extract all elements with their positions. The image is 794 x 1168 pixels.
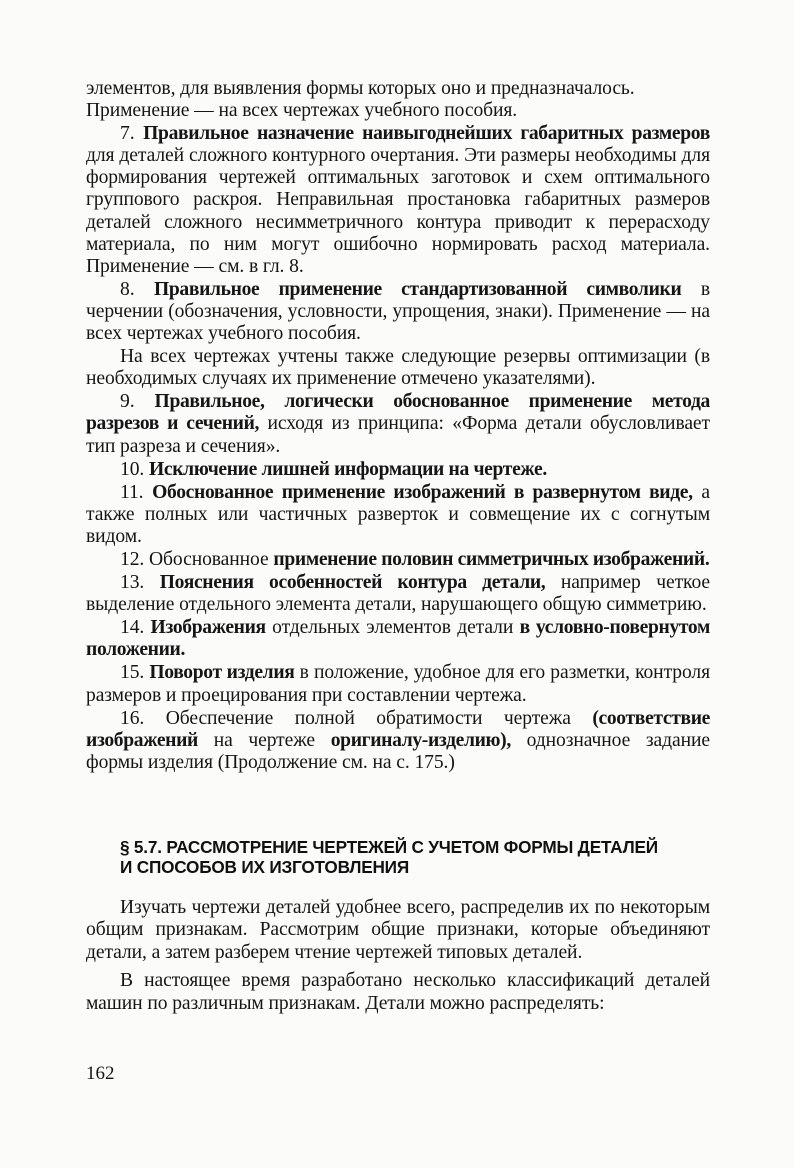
list-item-8 bbox=[86, 279, 710, 345]
list-item-15 bbox=[86, 662, 710, 706]
section-body bbox=[86, 897, 710, 1015]
item-10-bold: Исключение лишней информации на чертеже. bbox=[149, 458, 547, 480]
item-14-text: отдельных элементов детали bbox=[265, 617, 520, 639]
item-15-bold: Поворот изделия bbox=[149, 662, 295, 684]
item-11-number: 11. bbox=[120, 481, 153, 503]
item-16-bold-1: (соответствие изображений bbox=[86, 707, 710, 751]
item-10-number: 10. bbox=[120, 458, 149, 480]
page-number: 162 bbox=[86, 1063, 115, 1084]
item-9-text: исходя из принципа: «Форма детали обусловливает тип разреза и сечения». bbox=[86, 413, 710, 457]
reserves-paragraph: На всех чертежах учтены также следующие резервы оптимизации (в необходимых случаях их применение отмечено указателями). bbox=[86, 346, 710, 390]
numbered-list-section bbox=[86, 78, 710, 774]
item-7-bold: Правильное назначение наивыгоднейших габаритных размеров bbox=[143, 123, 711, 145]
item-14-bold-2: в условно-повернутом положении. bbox=[86, 617, 710, 661]
item-15-number: 15. bbox=[120, 662, 150, 684]
section-heading-line-1: § 5.7. РАССМОТРЕНИЕ ЧЕРТЕЖЕЙ С УЧЕТОМ ФОРМЫ ДЕТАЛЕЙ bbox=[120, 837, 658, 857]
item-9-number: 9. bbox=[120, 391, 155, 413]
item-8-bold: Правильное применение стандартизованной символики bbox=[153, 278, 682, 300]
list-item-16 bbox=[86, 708, 710, 774]
item-9-bold: Правильное, логически обоснованное применение метода разрезов и сечений, bbox=[86, 391, 711, 435]
item-14-number: 14. bbox=[120, 617, 151, 639]
item-7-text: для деталей сложного контурного очертания. Эти размеры необходимы для формирования чертежей оптимальных заготовок и схем оптимального группового раскроя. Неправильная простановка габаритных размеров деталей сложного несимметричного контура приводит к перерасходу материала, по ним могут ошибочно нормировать расход материала. Применение — см. в гл. 8. bbox=[86, 145, 710, 277]
item-13-number: 13. bbox=[120, 572, 160, 594]
classification-paragraph: В настоящее время разработано несколько классификаций деталей машин по различным признакам. Детали можно распределять: bbox=[86, 970, 710, 1014]
item-12-number: 12. bbox=[120, 548, 149, 570]
item-15-text: в положение, удобное для его разметки, контроля размеров и проецирования при составлении чертежа. bbox=[86, 662, 710, 706]
list-item-12 bbox=[86, 549, 710, 571]
list-item-14 bbox=[86, 617, 710, 661]
item-11-bold: Обоснованное применение изображений в развернутом виде, bbox=[152, 481, 693, 503]
item-12-text: Обоснованное bbox=[149, 548, 274, 570]
item-8-number: 8. bbox=[120, 278, 154, 300]
item-14-bold-1: Изображения bbox=[150, 617, 266, 639]
item-16-bold-2: оригиналу-изделию), bbox=[330, 729, 511, 751]
item-16-number: 16. bbox=[120, 707, 166, 729]
item-16-text-3: однозначное задание формы изделия (Продолжение см. на с. 175.) bbox=[86, 729, 710, 773]
item-16-text-1: Обеспечение полной обратимости чертежа bbox=[165, 707, 593, 729]
item-13-bold: Пояснения особенностей контура детали, bbox=[159, 572, 546, 594]
intro-paragraph bbox=[86, 78, 710, 122]
list-item-13 bbox=[86, 572, 710, 616]
item-16-text-2: на чертеже bbox=[198, 729, 331, 751]
item-13-text: например четкое выделение отдельного элемента детали, нарушающего общую симметрию. bbox=[86, 572, 711, 616]
item-8-text: в черчении (обозначения, условности, упрощения, знаки). Применение — на всех чертежах учебного пособия. bbox=[86, 278, 710, 345]
list-item-7 bbox=[86, 123, 710, 278]
section-heading bbox=[120, 838, 720, 877]
intro-line-1: элементов, для выявления формы которых оно и предназначалось. bbox=[86, 78, 635, 99]
item-7-number: 7. bbox=[120, 123, 144, 145]
list-item-9 bbox=[86, 391, 710, 457]
item-12-bold: применение половин симметричных изображений. bbox=[273, 548, 710, 570]
item-11-text: а также полных или частичных разверток и совмещение их с согнутым видом. bbox=[86, 481, 711, 547]
study-paragraph: Изучать чертежи деталей удобнее всего, распределив их по некоторым общим признакам. Рассмотрим общие признаки, которые объединяют детали, а затем разберем чтение чертежей типовых деталей. bbox=[86, 897, 710, 963]
list-item-10 bbox=[86, 459, 710, 481]
intro-line-2: Применение — на всех чертежах учебного пособия. bbox=[86, 100, 518, 122]
section-heading-line-2: И СПОСОБОВ ИХ ИЗГОТОВЛЕНИЯ bbox=[120, 856, 409, 877]
list-item-11 bbox=[86, 482, 710, 548]
